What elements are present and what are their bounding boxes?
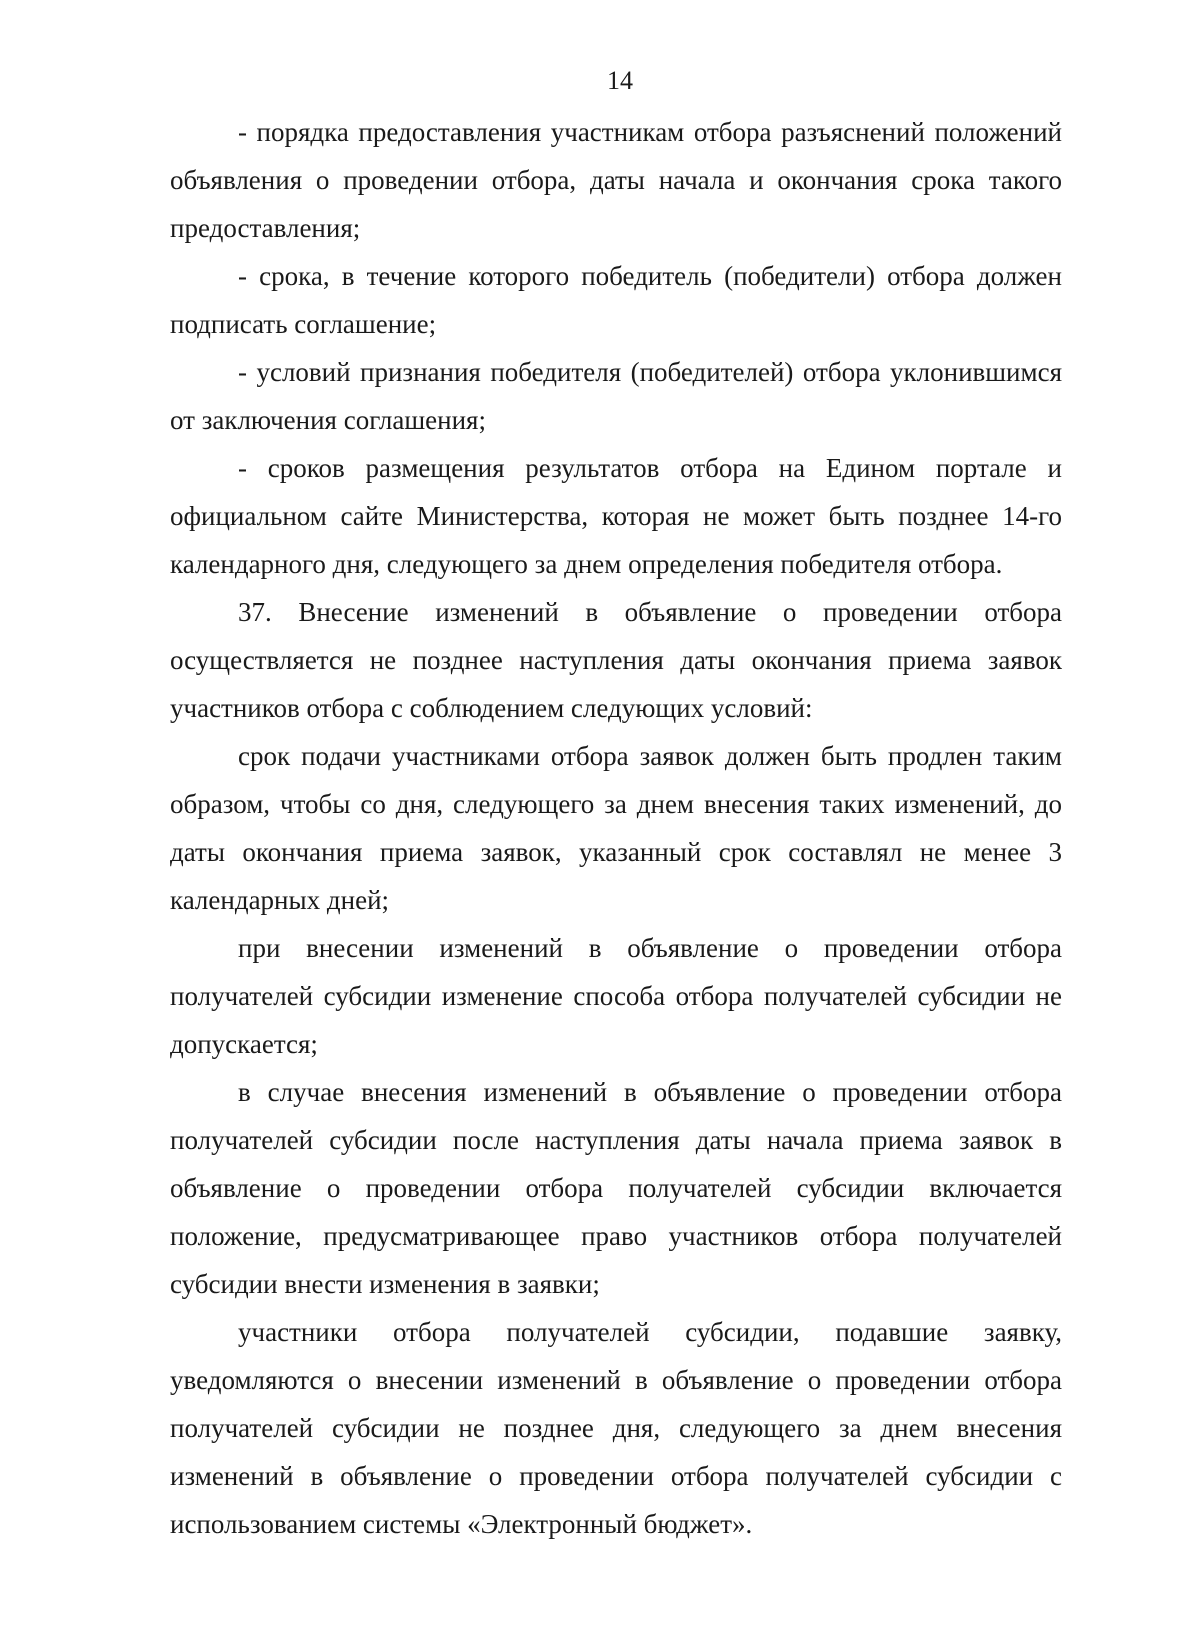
paragraph-results-publication-term: - сроков размещения результатов отбора на Едином портале и официальном сайте Министерства, которая не может быть позднее 14-го календарного дня, следующего за днем определения победителя отбора. xyxy=(170,453,1062,579)
paragraph-method-change-prohibited: при внесении изменений в объявление о проведении отбора получателей субсидии изменение способа отбора получателей субсидии не допускается; xyxy=(170,933,1062,1059)
paragraph-participants-notification: участники отбора получателей субсидии, подавшие заявку, уведомляются о внесении изменений в объявление о проведении отбора получателей субсидии не позднее дня, следующего за днем внесения изменений в объявление о проведении отбора получателей субсидии с использованием системы «Электронный бюджет». xyxy=(170,1317,1062,1539)
paragraph-clarification-procedure: - порядка предоставления участникам отбора разъяснений положений объявления о проведении отбора, даты начала и окончания срока такого предоставления; xyxy=(170,117,1062,243)
page-number: 14 xyxy=(607,66,633,95)
paragraph-evasion-conditions: - условий признания победителя (победителей) отбора уклонившимся от заключения соглашения; xyxy=(170,357,1062,435)
paragraph-37-amendments: 37. Внесение изменений в объявление о проведении отбора осуществляется не позднее наступления даты окончания приема заявок участников отбора с соблюдением следующих условий: xyxy=(170,597,1062,723)
paragraph-application-changes-right: в случае внесения изменений в объявление о проведении отбора получателей субсидии после наступления даты начала приема заявок в объявление о проведении отбора получателей субсидии включается положение, предусматривающее право участников отбора получателей субсидии внести изменения в заявки; xyxy=(170,1077,1062,1299)
paragraph-agreement-signing-term: - срока, в течение которого победитель (победители) отбора должен подписать соглашение; xyxy=(170,261,1062,339)
paragraph-deadline-extension: срок подачи участниками отбора заявок должен быть продлен таким образом, чтобы со дня, следующего за днем внесения таких изменений, до даты окончания приема заявок, указанный срок составлял не менее 3 календарных дней; xyxy=(170,741,1062,915)
document-body xyxy=(170,108,1062,1548)
